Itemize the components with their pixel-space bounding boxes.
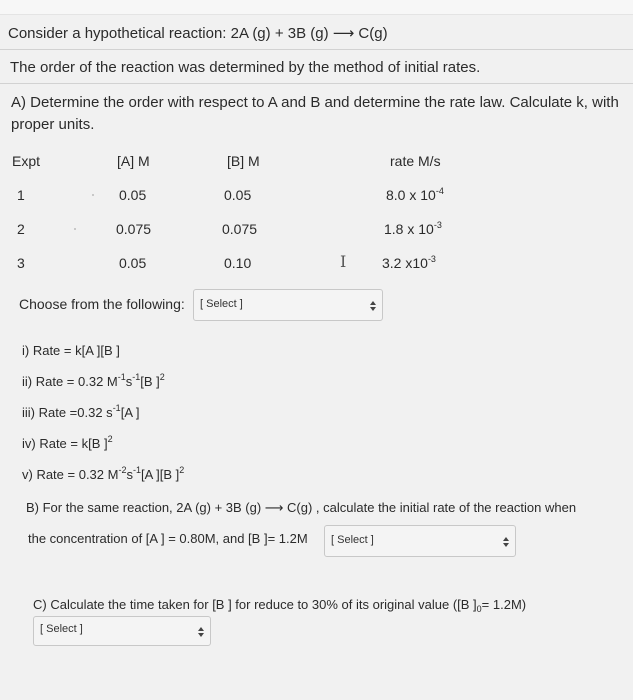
table-cell-rate: 8.0 x $10^{-4}$	[386, 186, 444, 203]
top-strip	[0, 0, 633, 15]
part-a-text: A) Determine the order with respect to A and B and determine the rate law. Calculate k, with proper units.	[11, 94, 619, 133]
table-cell-rate: 1.8 x $10^{-3}$	[384, 220, 442, 237]
part-b-line2: the concentration of [A ] = 0.80M, and [B ]= 1.2M	[28, 531, 308, 546]
part-c-text: C) Calculate the time taken for [B ] for reduce to 30% of its original value ([B ]$_0= 1.2M$)	[33, 597, 527, 614]
speck	[92, 194, 94, 196]
select-label: [ Select ]	[331, 534, 374, 546]
option-i: i) Rate = k[A ][B ]	[22, 343, 120, 358]
question-intro: The order of the reaction was determined by the method of initial rates.	[10, 59, 481, 76]
speck	[74, 228, 76, 230]
part-b-select[interactable]	[324, 525, 516, 557]
table-cell-b: 0.075	[222, 221, 258, 237]
select-label: [ Select ]	[40, 623, 83, 635]
table-cell-rate: 3.2 $x10^{-3}$	[382, 254, 436, 271]
select-label: [ Select ]	[200, 298, 243, 310]
text-cursor-icon: I	[340, 252, 347, 271]
table-header-a: [A] M	[117, 153, 150, 169]
table-cell-b: 0.05	[224, 187, 252, 203]
divider	[0, 83, 633, 84]
table-cell-expt: 1	[17, 187, 25, 203]
question-title: Consider a hypothetical reaction: 2A (g) + 3B (g) ⟶ C(g)	[8, 25, 388, 42]
divider	[0, 49, 633, 50]
table-header-rate: rate M/s	[390, 153, 441, 169]
table-cell-expt: 3	[17, 255, 25, 271]
table-header-b: [B] M	[227, 153, 260, 169]
select-arrows-icon	[503, 537, 509, 547]
option-ii: ii) Rate = 0.32 $M^{-1}s^{-1}[B$ ]$^2$	[22, 372, 165, 389]
table-cell-a: 0.05	[119, 255, 147, 271]
table-cell-b: 0.10	[224, 255, 252, 271]
table-cell-a: 0.075	[116, 221, 152, 237]
table-header-expt: Expt	[12, 153, 41, 169]
choose-label: Choose from the following:	[19, 296, 185, 312]
select-arrows-icon	[198, 627, 204, 637]
option-iii: iii) Rate =0.32 $s^{-1}[A$ ]	[22, 403, 140, 420]
part-b-line1: B) For the same reaction, 2A (g) + 3B (g) ⟶ C(g) , calculate the initial rate of the reaction when	[26, 500, 577, 515]
option-iv: iv) Rate = k[B ]$^2$	[22, 434, 113, 451]
part-c-select[interactable]	[33, 616, 211, 646]
choose-select[interactable]	[193, 289, 383, 321]
option-v: v) Rate = 0.32 $M^{-2}s^{-1}[A$ ][B ]$^2$	[22, 465, 185, 482]
table-cell-a: 0.05	[119, 187, 147, 203]
select-arrows-icon	[370, 301, 376, 311]
table-cell-expt: 2	[17, 221, 25, 237]
